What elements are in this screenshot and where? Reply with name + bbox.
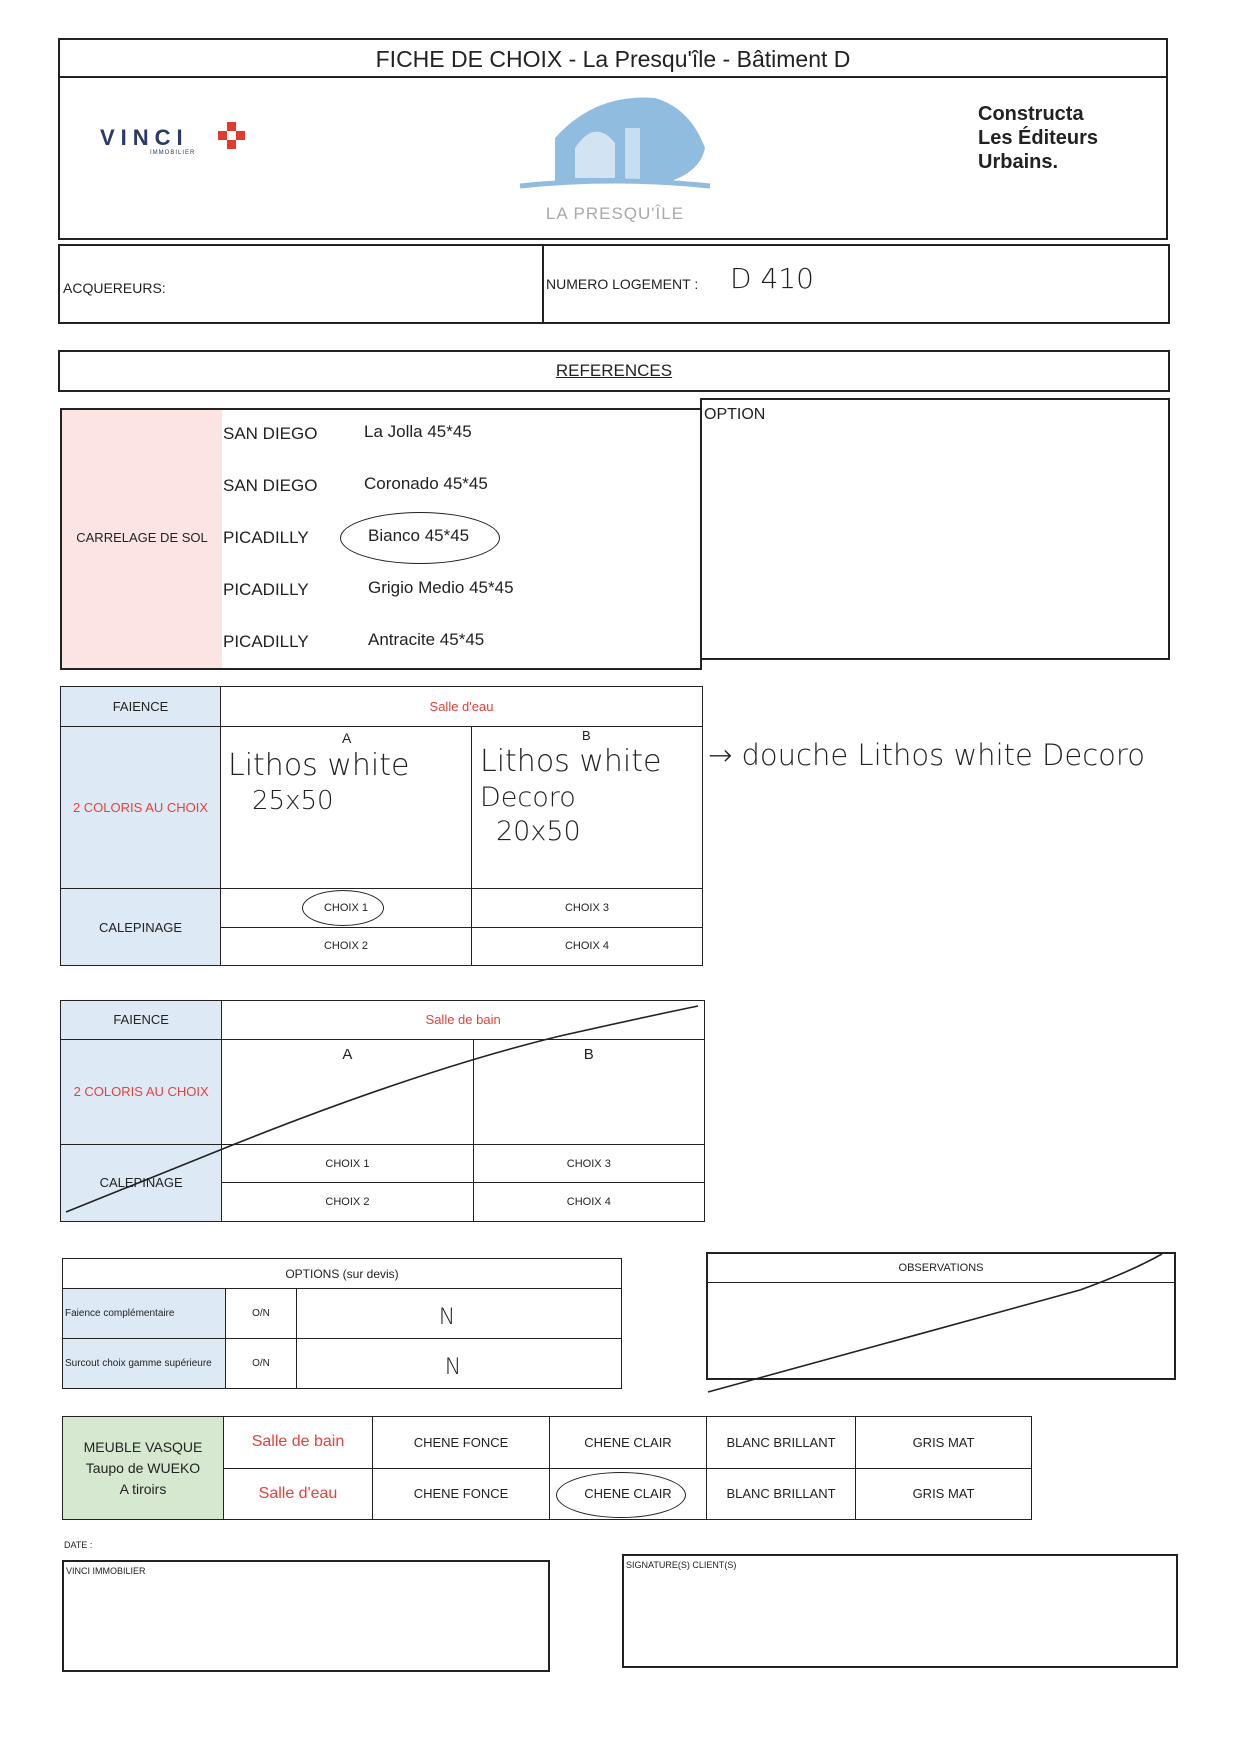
faience-bain-room: Salle de bain — [425, 1012, 501, 1028]
faience-eau-colors-label: 2 COLORIS AU CHOIX — [72, 800, 209, 816]
faience-eau-hand-a-2: 25x50 — [252, 786, 334, 816]
options-row-1-label-cell: Faience complémentaire — [63, 1289, 226, 1339]
page-title: FICHE DE CHOIX - La Presqu'île - Bâtiment D — [375, 46, 851, 72]
meuble-row-2-opt-4[interactable]: GRIS MAT — [856, 1468, 1032, 1520]
carrelage-model-3[interactable]: Bianco 45*45 — [368, 526, 470, 545]
faience-eau-choix-1[interactable]: CHOIX 1 — [221, 889, 472, 927]
faience-eau-hand-b-2: Decoro — [480, 782, 576, 813]
faience-eau-side-note: → douche Lithos white Decoro — [708, 738, 1145, 772]
options-row-1-value: N — [438, 1305, 456, 1330]
meuble-label-2: Taupo de WUEKO — [85, 1459, 201, 1476]
faience-eau-col-b-letter: B — [582, 728, 591, 743]
meuble-row-1-opt-3[interactable]: BLANC BRILLANT — [707, 1417, 856, 1469]
acquereurs-label: ACQUEREURS: — [63, 280, 166, 296]
vinci-signature-label: VINCI IMMOBILIER — [66, 1566, 146, 1576]
observations-title: OBSERVATIONS — [898, 1262, 984, 1274]
meuble-row-2-opt-2[interactable]: CHENE CLAIR — [550, 1468, 707, 1520]
meuble-row-1-opt-1[interactable]: CHENE FONCE — [373, 1417, 550, 1469]
faience-bain-col-b[interactable]: B — [473, 1039, 704, 1144]
faience-eau-hand-b-3: 20x50 — [496, 816, 581, 847]
meuble-label-1: MEUBLE VASQUE — [83, 1438, 203, 1455]
faience-bain-colors-label: 2 COLORIS AU CHOIX — [73, 1084, 209, 1100]
faience-bain-label: FAIENCE — [113, 1012, 169, 1028]
meuble-row-2-room: Salle d'eau — [224, 1468, 373, 1520]
carrelage-model-4[interactable]: Grigio Medio 45*45 — [368, 578, 514, 597]
meuble-table — [62, 1416, 1032, 1520]
meuble-label-3: A tiroirs — [119, 1480, 167, 1497]
client-signature-label: SIGNATURE(S) CLIENT(S) — [626, 1560, 737, 1570]
faience-bain-choix-3[interactable]: CHOIX 3 — [473, 1144, 704, 1183]
constructa-line-3: Urbains. — [978, 151, 1059, 173]
vinci-logo-subtext: IMMOBILIER — [150, 150, 196, 156]
references-title: REFERENCES — [555, 361, 673, 380]
carrelage-brand-4: PICADILLY — [223, 580, 309, 599]
logement-label: NUMERO LOGEMENT : — [546, 276, 699, 292]
presquile-logo-text: LA PRESQU'ÎLE — [545, 204, 685, 223]
faience-eau-choix-4[interactable]: CHOIX 4 — [472, 927, 703, 965]
constructa-line-2: Les Éditeurs — [978, 127, 1099, 149]
carrelage-model-2[interactable]: Coronado 45*45 — [364, 474, 488, 493]
client-signature-box[interactable] — [622, 1554, 1178, 1668]
option-label: OPTION — [704, 406, 766, 423]
meuble-row-1-room: Salle de bain — [224, 1417, 373, 1469]
carrelage-brand-5: PICADILLY — [223, 632, 309, 651]
meuble-label-cell — [63, 1417, 224, 1520]
faience-bain-calepinage-label: CALEPINAGE — [99, 1175, 183, 1191]
meuble-row-2-opt-1[interactable]: CHENE FONCE — [373, 1468, 550, 1520]
faience-eau-room: Salle d'eau — [429, 699, 494, 715]
faience-eau-hand-a-1: Lithos white — [228, 748, 410, 783]
options-title: OPTIONS (sur devis) — [285, 1266, 399, 1281]
logement-value[interactable]: D 410 — [730, 262, 814, 295]
carrelage-brand-3: PICADILLY — [223, 528, 309, 547]
meuble-row-1-opt-2[interactable]: CHENE CLAIR — [550, 1417, 707, 1469]
options-row-2-value: N — [444, 1355, 462, 1380]
meuble-row-2-opt-3[interactable]: BLANC BRILLANT — [707, 1468, 856, 1520]
meuble-selected-circle — [556, 1472, 686, 1518]
carrelage-brand-2: SAN DIEGO — [223, 476, 318, 495]
options-row-2-type-cell: O/N — [226, 1339, 297, 1389]
faience-eau-calepinage-label: CALEPINAGE — [98, 919, 183, 935]
carrelage-model-1[interactable]: La Jolla 45*45 — [364, 422, 472, 441]
options-row-2-label-cell: Surcout choix gamme supérieure — [63, 1339, 226, 1389]
faience-bain-col-a[interactable]: A — [222, 1039, 473, 1144]
faience-eau-hand-b-1: Lithos white — [480, 744, 662, 779]
carrelage-label: CARRELAGE DE SOL — [76, 530, 208, 545]
carrelage-model-5[interactable]: Antracite 45*45 — [368, 630, 485, 649]
faience-bain-choix-1[interactable]: CHOIX 1 — [222, 1144, 473, 1183]
faience-eau-label: FAIENCE — [112, 699, 169, 715]
date-label: DATE : — [64, 1540, 93, 1550]
faience-bain-choix-4[interactable]: CHOIX 4 — [473, 1183, 704, 1222]
meuble-row-1-opt-4[interactable]: GRIS MAT — [856, 1417, 1032, 1469]
faience-eau-choix-2[interactable]: CHOIX 2 — [221, 927, 472, 965]
options-row-1-type-cell: O/N — [226, 1289, 297, 1339]
faience-eau-choix-3[interactable]: CHOIX 3 — [472, 889, 703, 927]
faience-bain-choix-2[interactable]: CHOIX 2 — [222, 1183, 473, 1222]
constructa-line-1: Constructa — [978, 103, 1084, 125]
faience-eau-col-a-letter: A — [342, 730, 352, 746]
carrelage-brand-1: SAN DIEGO — [223, 424, 318, 443]
vinci-logo-text: VINCI — [100, 125, 189, 150]
vinci-signature-box[interactable] — [62, 1560, 550, 1672]
